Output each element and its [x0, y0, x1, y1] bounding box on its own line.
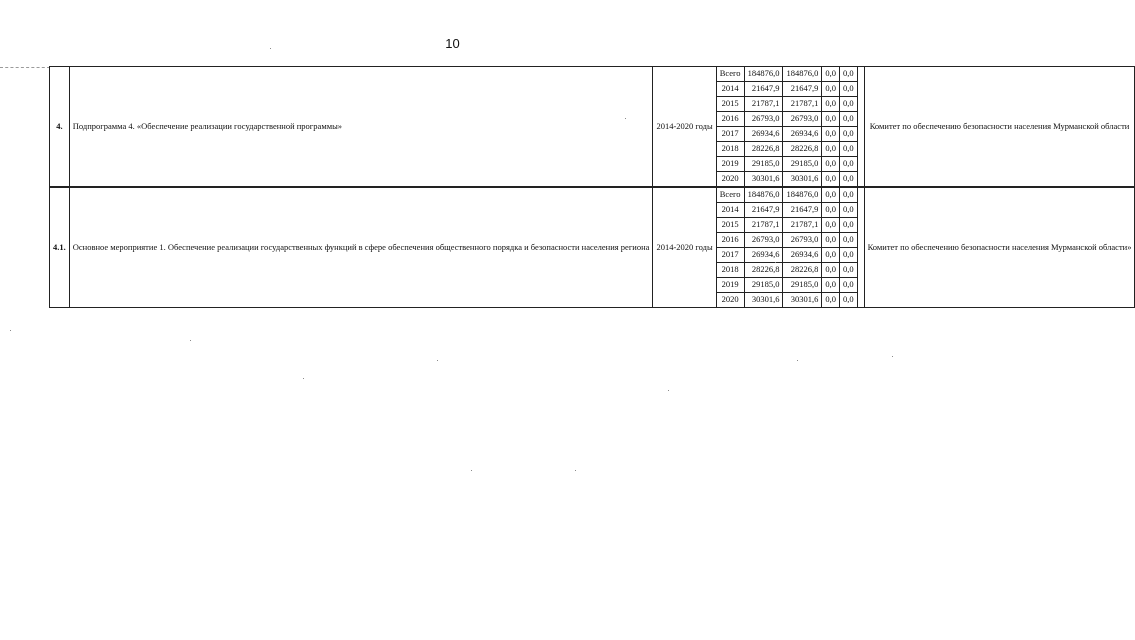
- other-amount: 0,0: [839, 172, 857, 188]
- year-cell: 2016: [716, 112, 744, 127]
- year-cell: 2018: [716, 263, 744, 278]
- year-cell: 2019: [716, 278, 744, 293]
- regional-amount: 184876,0: [783, 67, 822, 82]
- other-amount: 0,0: [839, 203, 857, 218]
- total-amount: 28226,8: [744, 263, 783, 278]
- total-amount: 29185,0: [744, 278, 783, 293]
- year-cell: 2017: [716, 248, 744, 263]
- year-cell: 2018: [716, 142, 744, 157]
- federal-amount: 0,0: [822, 248, 840, 263]
- federal-amount: 0,0: [822, 157, 840, 172]
- total-amount: 30301,6: [744, 172, 783, 188]
- regional-amount: 21647,9: [783, 203, 822, 218]
- regional-amount: 30301,6: [783, 172, 822, 188]
- total-amount: 21787,1: [744, 218, 783, 233]
- empty-cell: [857, 67, 864, 188]
- total-amount: 21787,1: [744, 97, 783, 112]
- federal-amount: 0,0: [822, 187, 840, 203]
- other-amount: 0,0: [839, 278, 857, 293]
- other-amount: 0,0: [839, 233, 857, 248]
- federal-amount: 0,0: [822, 172, 840, 188]
- federal-amount: 0,0: [822, 67, 840, 82]
- total-amount: 184876,0: [744, 67, 783, 82]
- other-amount: 0,0: [839, 127, 857, 142]
- regional-amount: 26934,6: [783, 127, 822, 142]
- federal-amount: 0,0: [822, 233, 840, 248]
- year-cell: 2015: [716, 97, 744, 112]
- federal-amount: 0,0: [822, 97, 840, 112]
- row-number: 4.1.: [50, 187, 70, 308]
- regional-amount: 26793,0: [783, 112, 822, 127]
- other-amount: 0,0: [839, 82, 857, 97]
- federal-amount: 0,0: [822, 112, 840, 127]
- other-amount: 0,0: [839, 142, 857, 157]
- period: 2014-2020 годы: [653, 187, 716, 308]
- other-amount: 0,0: [839, 157, 857, 172]
- other-amount: 0,0: [839, 248, 857, 263]
- total-amount: 26934,6: [744, 248, 783, 263]
- program-name: Основное мероприятие 1. Обеспечение реализации государственных функций в сфере обеспечения общественного порядка и безопасности населения региона: [69, 187, 653, 308]
- federal-amount: 0,0: [822, 82, 840, 97]
- other-amount: 0,0: [839, 97, 857, 112]
- table-row: [50, 67, 1135, 82]
- regional-amount: 28226,8: [783, 142, 822, 157]
- period: 2014-2020 годы: [653, 67, 716, 188]
- scan-edge-line: [0, 67, 50, 68]
- other-amount: 0,0: [839, 187, 857, 203]
- year-cell: 2020: [716, 293, 744, 308]
- year-cell: 2014: [716, 203, 744, 218]
- regional-amount: 29185,0: [783, 157, 822, 172]
- budget-table: [49, 66, 1135, 308]
- total-amount: 26793,0: [744, 233, 783, 248]
- federal-amount: 0,0: [822, 263, 840, 278]
- federal-amount: 0,0: [822, 203, 840, 218]
- program-name: Подпрограмма 4. «Обеспечение реализации государственной программы»: [69, 67, 653, 188]
- table-row: [50, 187, 1135, 203]
- federal-amount: 0,0: [822, 142, 840, 157]
- other-amount: 0,0: [839, 67, 857, 82]
- total-amount: 26934,6: [744, 127, 783, 142]
- regional-amount: 30301,6: [783, 293, 822, 308]
- federal-amount: 0,0: [822, 278, 840, 293]
- regional-amount: 21787,1: [783, 97, 822, 112]
- year-cell: 2020: [716, 172, 744, 188]
- other-amount: 0,0: [839, 218, 857, 233]
- total-amount: 21647,9: [744, 82, 783, 97]
- total-amount: 30301,6: [744, 293, 783, 308]
- row-number: 4.: [50, 67, 70, 188]
- executor: Комитет по обеспечению безопасности населения Мурманской области»: [864, 187, 1135, 308]
- year-cell: Всего: [716, 187, 744, 203]
- other-amount: 0,0: [839, 263, 857, 278]
- empty-cell: [857, 187, 864, 308]
- year-cell: 2019: [716, 157, 744, 172]
- federal-amount: 0,0: [822, 218, 840, 233]
- total-amount: 21647,9: [744, 203, 783, 218]
- year-cell: 2016: [716, 233, 744, 248]
- total-amount: 26793,0: [744, 112, 783, 127]
- other-amount: 0,0: [839, 293, 857, 308]
- total-amount: 184876,0: [744, 187, 783, 203]
- regional-amount: 21787,1: [783, 218, 822, 233]
- regional-amount: 28226,8: [783, 263, 822, 278]
- table-body: [50, 67, 1135, 308]
- federal-amount: 0,0: [822, 293, 840, 308]
- regional-amount: 29185,0: [783, 278, 822, 293]
- page-number: 10: [445, 36, 460, 51]
- year-cell: 2015: [716, 218, 744, 233]
- total-amount: 28226,8: [744, 142, 783, 157]
- regional-amount: 26793,0: [783, 233, 822, 248]
- federal-amount: 0,0: [822, 127, 840, 142]
- other-amount: 0,0: [839, 112, 857, 127]
- regional-amount: 184876,0: [783, 187, 822, 203]
- regional-amount: 26934,6: [783, 248, 822, 263]
- year-cell: Всего: [716, 67, 744, 82]
- year-cell: 2017: [716, 127, 744, 142]
- total-amount: 29185,0: [744, 157, 783, 172]
- regional-amount: 21647,9: [783, 82, 822, 97]
- year-cell: 2014: [716, 82, 744, 97]
- executor: Комитет по обеспечению безопасности населения Мурманской области: [864, 67, 1135, 188]
